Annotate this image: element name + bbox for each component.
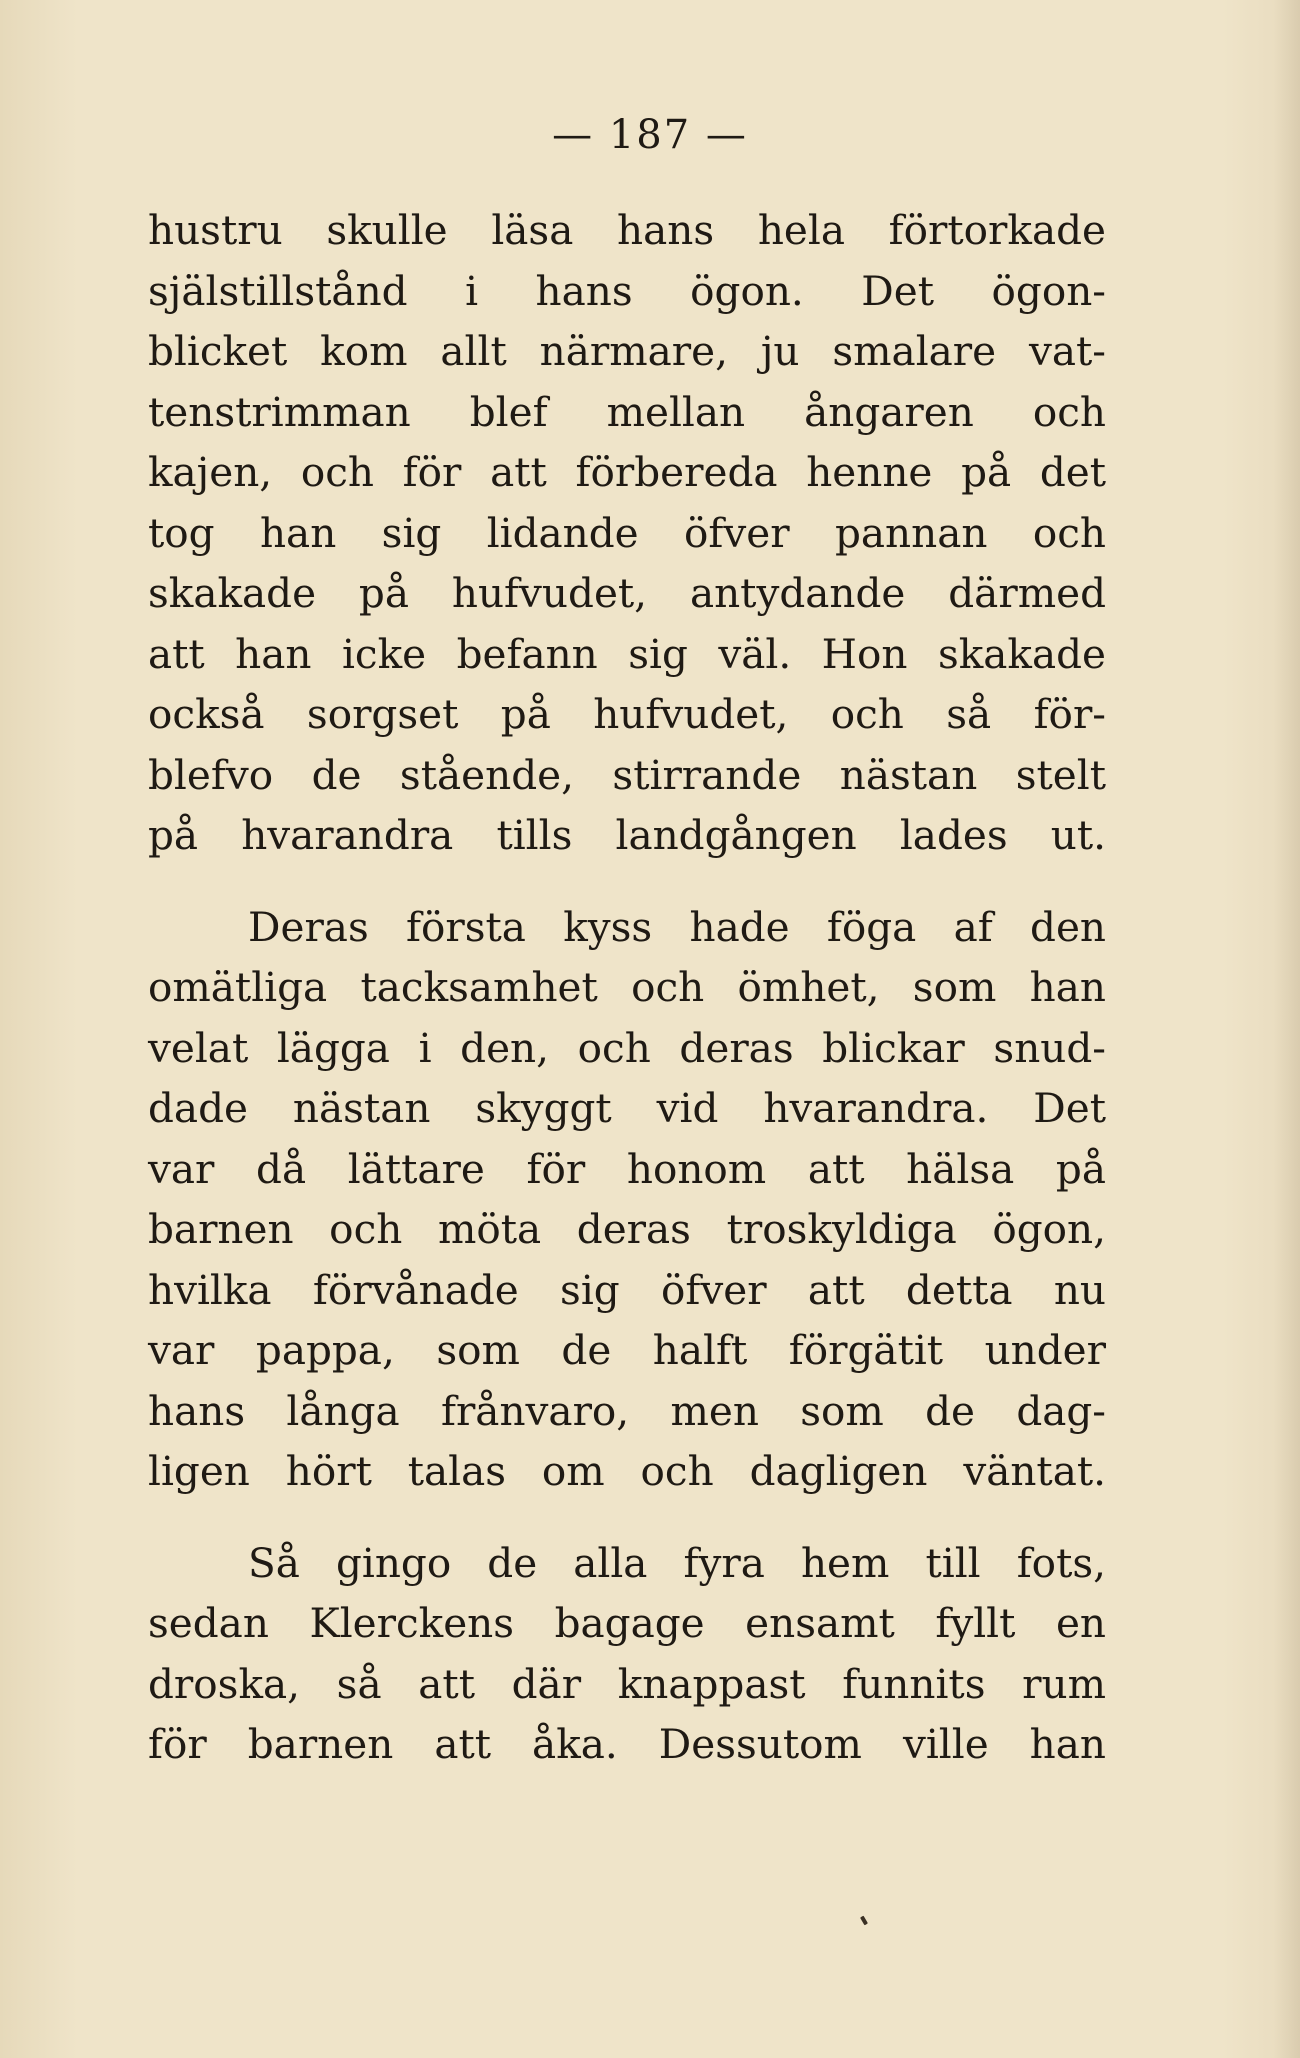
paragraph-1: [148, 200, 1106, 866]
text-line: också sorgset på hufvudet, och så för-: [148, 690, 1106, 738]
text-line: velat lägga i den, och deras blickar snud-: [148, 1023, 1106, 1072]
text-line: för barnen att åka. Dessutom ville han: [148, 1720, 1106, 1768]
ink-speck: [860, 1916, 868, 1926]
text-line: blefvo de stående, stirrande nästan stelt: [148, 750, 1106, 799]
text-line: att han icke befann sig väl. Hon skakade: [148, 629, 1106, 678]
text-line: sedan Klerckens bagage ensamt fyllt en: [148, 1599, 1106, 1647]
text-line: Så gingo de alla fyra hem till fots,: [248, 1538, 1106, 1587]
text-line: barnen och möta deras troskyldiga ögon,: [148, 1205, 1106, 1253]
text-line: hustru skulle läsa hans hela förtorkade: [148, 206, 1106, 254]
text-line: blicket kom allt närmare, ju smalare vat-: [148, 327, 1106, 375]
text-line: Deras första kyss hade föga af den: [248, 902, 1106, 951]
paragraph-3: [148, 1533, 1106, 1775]
text-line: omätliga tacksamhet och ömhet, som han: [148, 963, 1106, 1011]
text-line: var då lättare för honom att hälsa på: [148, 1144, 1106, 1193]
page-edge-shadow: [1274, 0, 1300, 2058]
text-line: hvilka förvånade sig öfver att detta nu: [148, 1265, 1106, 1314]
text-line: själstillstånd i hans ögon. Det ögon-: [148, 266, 1106, 315]
text-line: var pappa, som de halft förgätit under: [148, 1326, 1106, 1374]
body-text: [148, 200, 1106, 1806]
paragraph-2: [148, 897, 1106, 1502]
text-line: tenstrimman blef mellan ångaren och: [148, 387, 1106, 436]
text-line: skakade på hufvudet, antydande därmed: [148, 569, 1106, 617]
text-line: kajen, och för att förbereda henne på det: [148, 448, 1106, 496]
text-line: ligen hört talas om och dagligen väntat.: [148, 1447, 1106, 1495]
text-line: droska, så att där knappast funnits rum: [148, 1659, 1106, 1708]
text-line: tog han sig lidande öfver pannan och: [148, 508, 1106, 557]
text-line: på hvarandra tills landgången lades ut.: [148, 811, 1106, 859]
text-line: dade nästan skyggt vid hvarandra. Det: [148, 1084, 1106, 1132]
text-line: hans långa frånvaro, men som de dag-: [148, 1386, 1106, 1435]
page-number: — 187 —: [552, 112, 748, 158]
